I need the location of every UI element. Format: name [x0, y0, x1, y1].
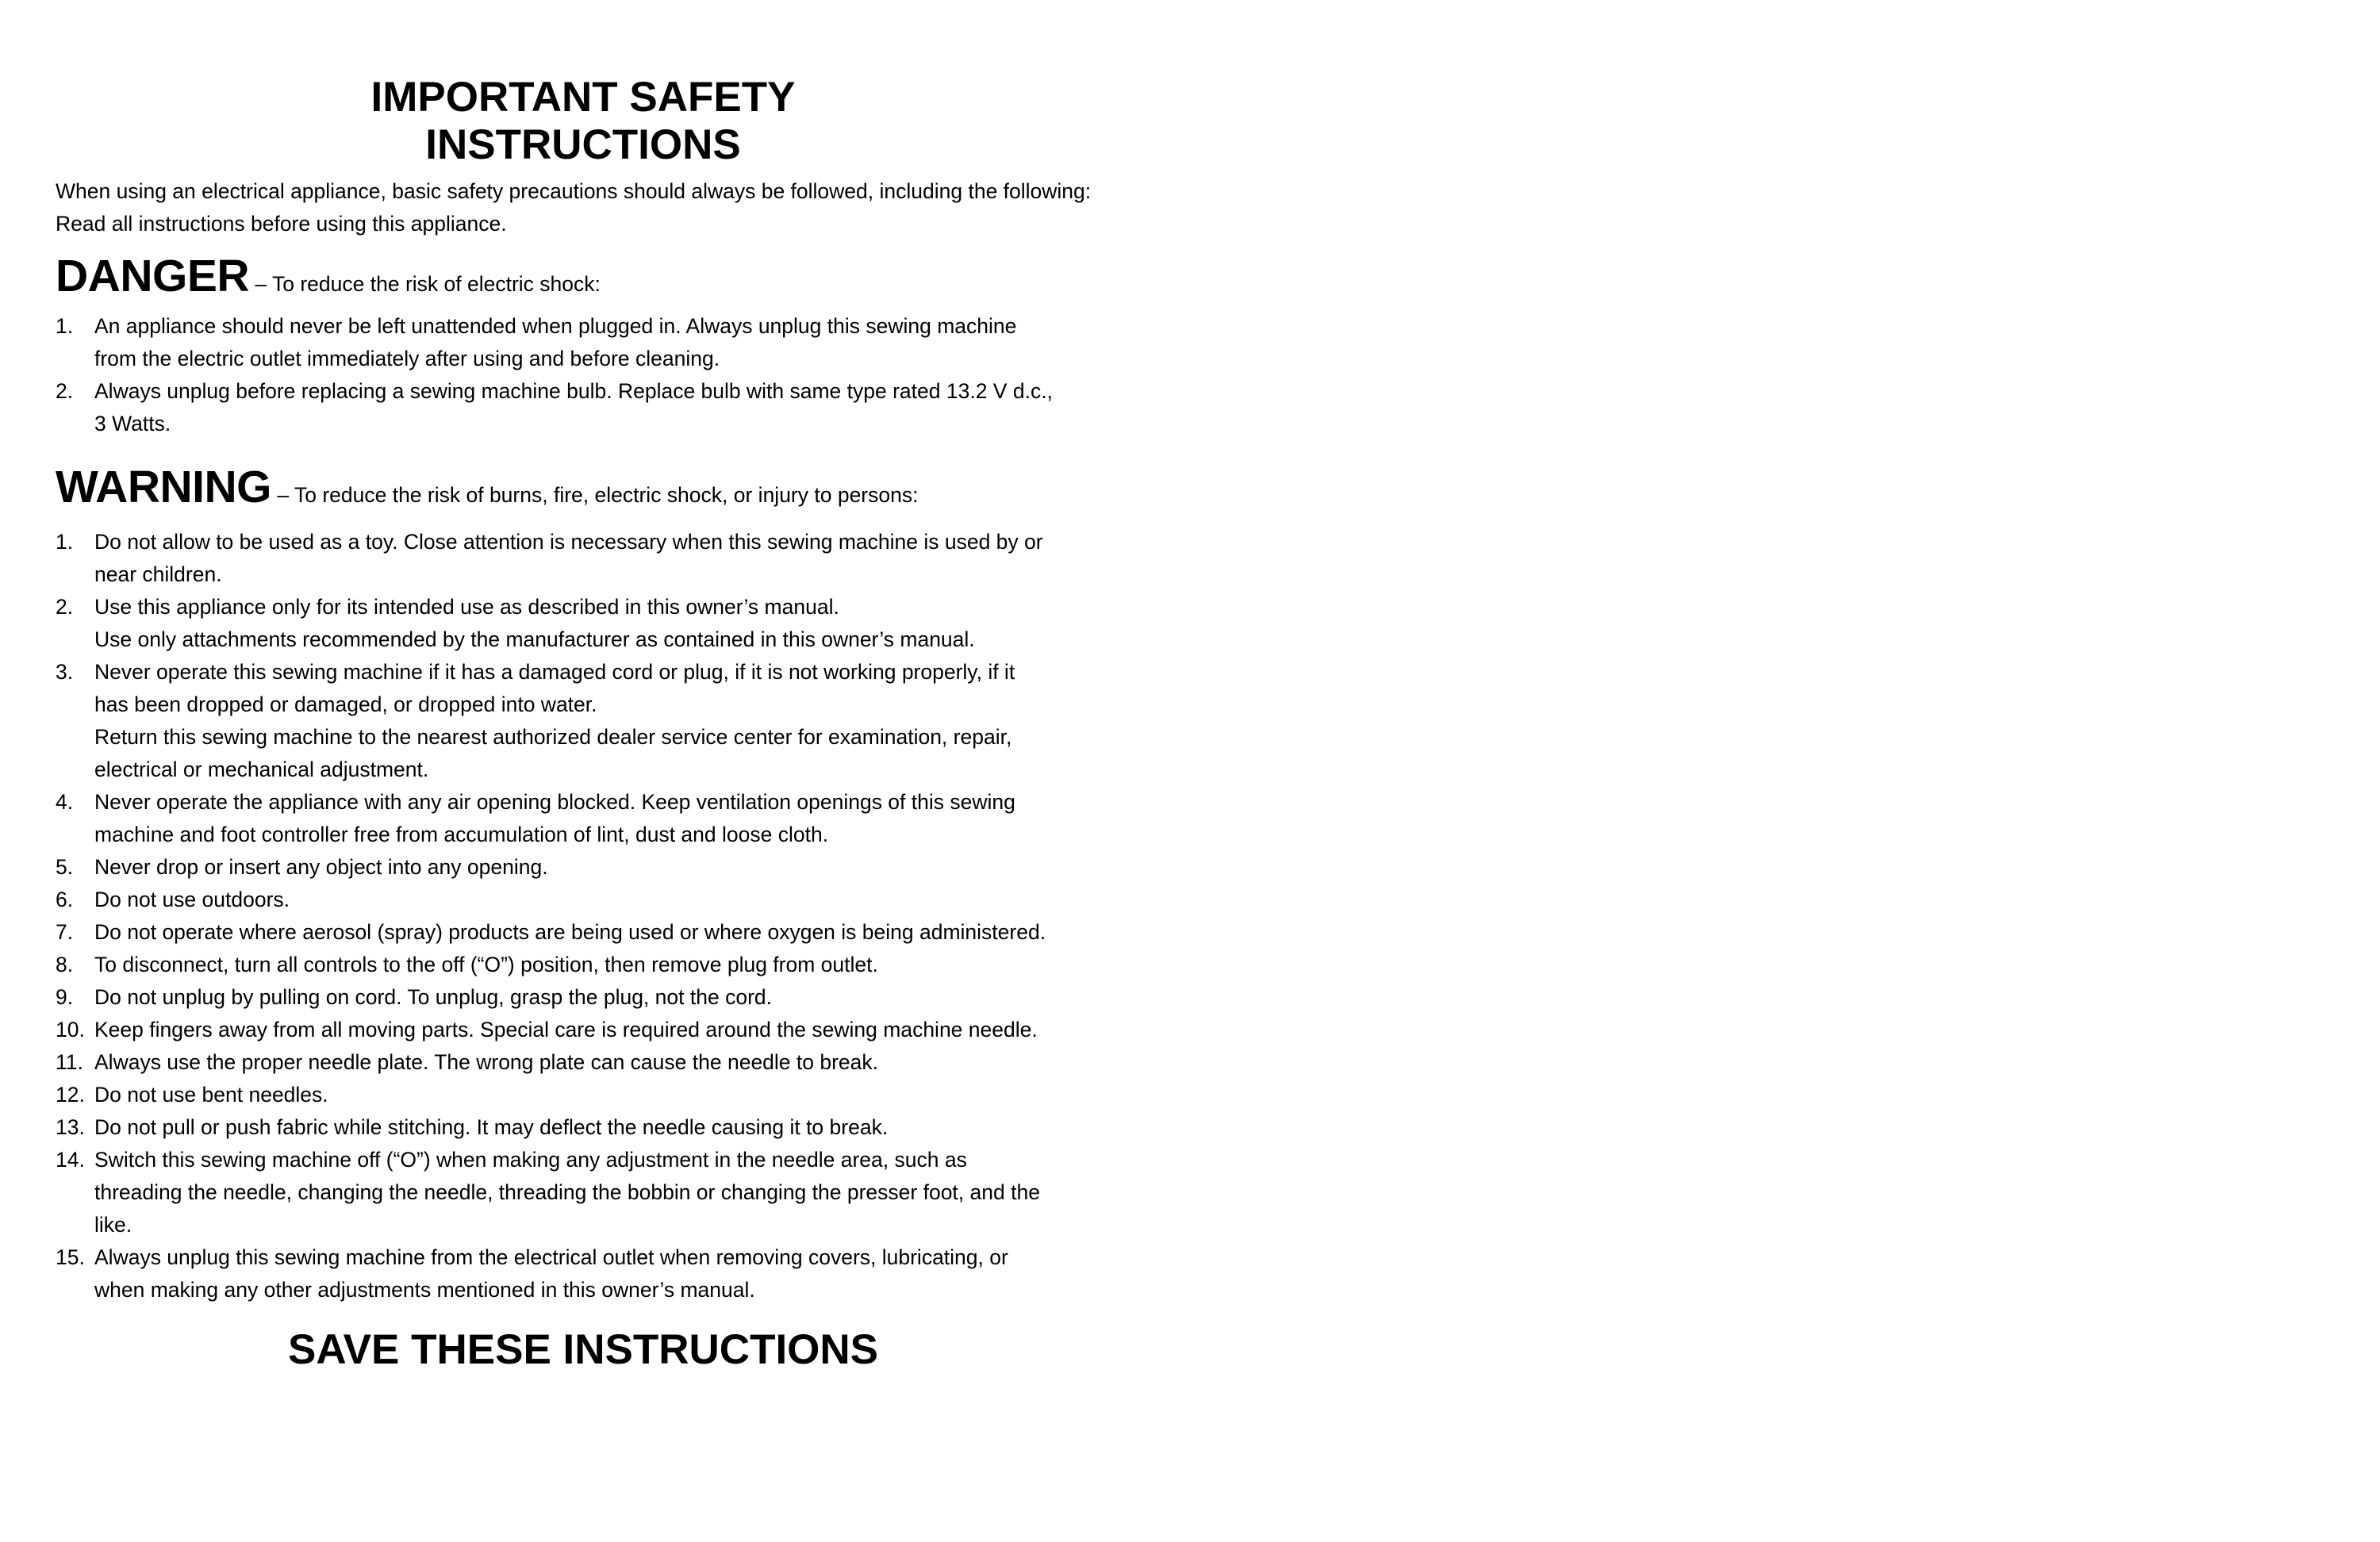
list-item-text-line: near children.: [94, 562, 222, 586]
warning-heading: WARNING: [56, 462, 271, 512]
list-item-text-line: Never operate the appliance with any air opening blocked. Keep ventilation openings of this sewing: [94, 790, 1015, 814]
intro-line-2: Read all instructions before using this appliance.: [56, 212, 507, 236]
list-item-text-line: Use this appliance only for its intended use as described in this owner’s manual.: [94, 595, 839, 619]
list-item: [56, 526, 1134, 591]
intro-line-1: When using an electrical appliance, basic safety precautions should always be followed, including the following:: [56, 179, 1092, 203]
list-item-number: 15.: [56, 1245, 85, 1269]
list-item: [56, 656, 1134, 786]
save-instructions-footer: SAVE THESE INSTRUCTIONS: [287, 1326, 879, 1373]
danger-heading: DANGER: [56, 251, 250, 301]
list-item-text-line: Always use the proper needle plate. The wrong plate can cause the needle to break.: [94, 1050, 879, 1074]
list-item-number: 11.: [56, 1050, 83, 1074]
list-item-number: 5.: [56, 855, 74, 879]
list-item-text-line: An appliance should never be left unattended when plugged in. Always unplug this sewing machine: [94, 314, 1017, 338]
page-title-line-1: IMPORTANT SAFETY: [370, 74, 796, 121]
list-item: [56, 1241, 1134, 1306]
list-item-number: 3.: [56, 660, 74, 684]
list-item-text-line: electrical or mechanical adjustment.: [94, 758, 429, 781]
list-item-number: 4.: [56, 790, 74, 814]
list-item-text-line: Never operate this sewing machine if it has a damaged cord or plug, if it is not working properly, if it: [94, 660, 1015, 684]
list-item: [56, 1144, 1134, 1241]
list-item-number: 1.: [56, 314, 74, 338]
list-item: [56, 851, 1134, 884]
list-item-text-line: threading the needle, changing the needle, threading the bobbin or changing the presser foot, and the: [94, 1180, 1040, 1204]
list-item: [56, 1046, 1134, 1079]
list-item-number: 13.: [56, 1115, 85, 1139]
warning-subtitle: – To reduce the risk of burns, fire, electric shock, or injury to persons:: [271, 483, 919, 507]
list-item-number: 12.: [56, 1083, 85, 1107]
list-item-text-line: Do not allow to be used as a toy. Close attention is necessary when this sewing machine is used by or: [94, 530, 1043, 554]
list-item-number: 6.: [56, 888, 74, 911]
list-item-text-line: has been dropped or damaged, or dropped into water.: [94, 692, 597, 716]
list-item-text-line: Do not unplug by pulling on cord. To unplug, grasp the plug, not the cord.: [94, 985, 772, 1009]
page-title-line-2: INSTRUCTIONS: [425, 121, 741, 168]
list-item-text-line: Always unplug this sewing machine from the electrical outlet when removing covers, lubricating, or: [94, 1245, 1008, 1269]
list-item: [56, 310, 1134, 375]
list-item: [56, 786, 1134, 851]
list-item-text-line: Switch this sewing machine off (“O”) when making any adjustment in the needle area, such as: [94, 1148, 967, 1172]
list-item-text-line: Keep fingers away from all moving parts. Special care is required around the sewing machine needle.: [94, 1018, 1038, 1041]
danger-heading-row: [56, 251, 601, 301]
list-item-text-line: from the electric outlet immediately after using and before cleaning.: [94, 347, 720, 370]
list-item-text-line: Do not pull or push fabric while stitching. It may deflect the needle causing it to break.: [94, 1115, 889, 1139]
list-item-number: 2.: [56, 595, 74, 619]
list-item: [56, 1111, 1134, 1144]
list-item-number: 2.: [56, 379, 74, 403]
warning-list: [56, 526, 1134, 1306]
list-item-text-line: Do not operate where aerosol (spray) products are being used or where oxygen is being administered.: [94, 920, 1046, 944]
list-item: [56, 1014, 1134, 1046]
list-item: [56, 981, 1134, 1014]
list-item-number: 10.: [56, 1018, 85, 1041]
list-item-text-line: To disconnect, turn all controls to the off (“O”) position, then remove plug from outlet.: [94, 953, 878, 976]
list-item-text-line: when making any other adjustments mentioned in this owner’s manual.: [94, 1278, 755, 1302]
list-item: [56, 884, 1134, 916]
list-item-text-line: like.: [94, 1213, 132, 1237]
list-item-text-line: Never drop or insert any object into any opening.: [94, 855, 548, 879]
danger-subtitle: – To reduce the risk of electric shock:: [249, 272, 601, 296]
list-item-number: 1.: [56, 530, 74, 554]
list-item-number: 7.: [56, 920, 74, 944]
list-item-number: 8.: [56, 953, 74, 976]
list-item-number: 9.: [56, 985, 74, 1009]
list-item-number: 14.: [56, 1148, 85, 1172]
list-item: [56, 1079, 1134, 1111]
list-item-text-line: 3 Watts.: [94, 412, 171, 435]
list-item: [56, 591, 1134, 656]
list-item: [56, 375, 1134, 440]
list-item: [56, 916, 1134, 949]
list-item-text-line: Do not use outdoors.: [94, 888, 290, 911]
list-item-text-line: Always unplug before replacing a sewing machine bulb. Replace bulb with same type rated 13.2 V d.c.,: [94, 379, 1053, 403]
list-item: [56, 949, 1134, 981]
list-item-text-line: Return this sewing machine to the nearest authorized dealer service center for examination, repair,: [94, 725, 1012, 749]
danger-list: [56, 310, 1134, 440]
warning-heading-row: [56, 462, 918, 512]
list-item-text-line: machine and foot controller free from accumulation of lint, dust and loose cloth.: [94, 823, 829, 846]
list-item-text-line: Do not use bent needles.: [94, 1083, 328, 1107]
list-item-text-line: Use only attachments recommended by the manufacturer as contained in this owner’s manual.: [94, 627, 975, 651]
